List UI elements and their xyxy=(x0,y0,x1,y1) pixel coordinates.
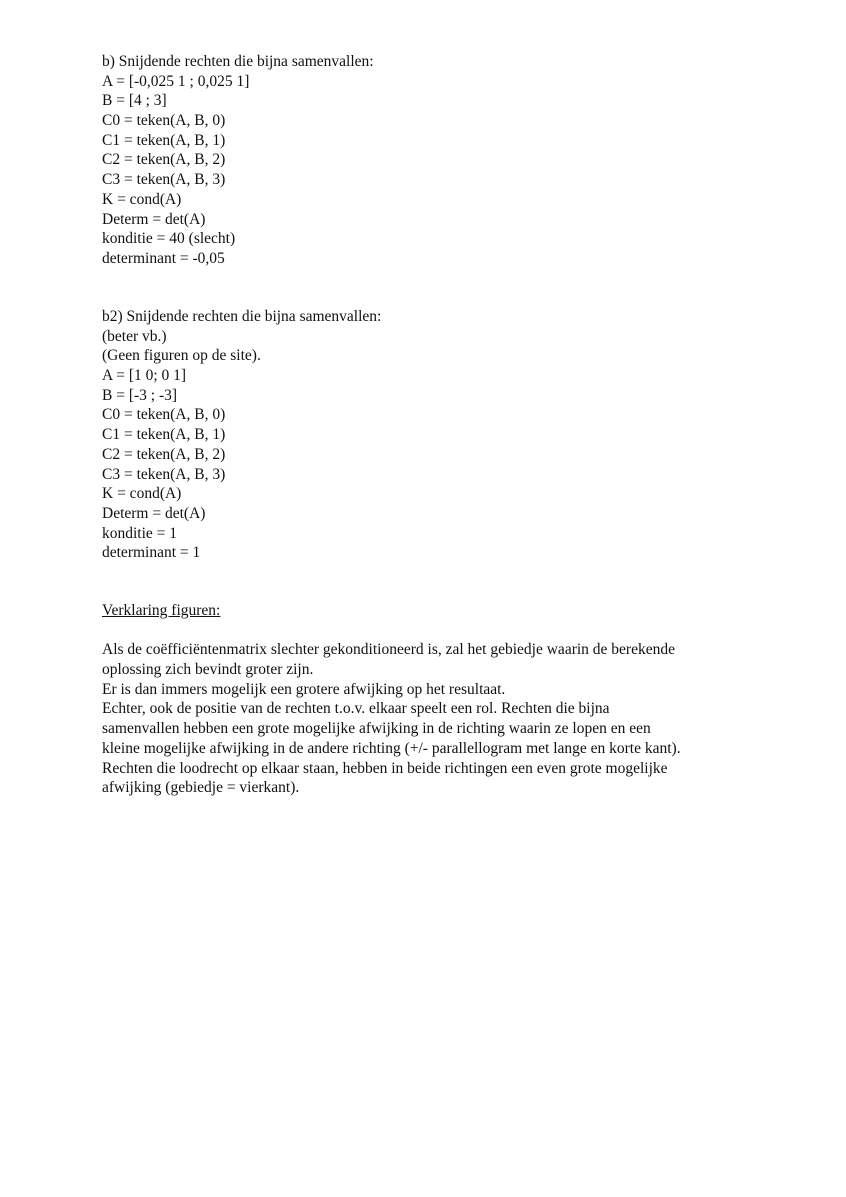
explanation-text-line: oplossing zich bevindt groter zijn. xyxy=(102,661,314,679)
paragraph-spacer xyxy=(102,621,762,641)
c1-command: C1 = teken(A, B, 1) xyxy=(102,131,226,149)
section-figure-explanation xyxy=(102,601,762,798)
explanation-text-line: samenvallen hebben een grote mogelijke afwijking in de richting waarin ze lopen en een xyxy=(102,720,651,738)
cond-command: K = cond(A) xyxy=(102,190,182,208)
section-b2-note-better-example: (beter vb.) xyxy=(102,327,167,345)
vector-b-definition: B = [-3 ; -3] xyxy=(102,386,178,404)
explanation-text-line: afwijking (gebiedje = vierkant). xyxy=(102,779,300,797)
c1-command: C1 = teken(A, B, 1) xyxy=(102,426,226,444)
c0-command: C0 = teken(A, B, 0) xyxy=(102,406,226,424)
determinant-result: determinant = -0,05 xyxy=(102,249,225,267)
section-b2-heading: b2) Snijdende rechten die bijna samenvallen: xyxy=(102,308,382,325)
explanation-heading: Verklaring figuren: xyxy=(102,602,221,619)
section-b2-nearly-coincident-lines xyxy=(102,307,762,563)
section-b-nearly-coincident-lines xyxy=(102,52,762,269)
vector-b-definition: B = [4 ; 3] xyxy=(102,92,167,110)
explanation-text-line: Echter, ook de positie van de rechten t.o.v. elkaar speelt een rol. Rechten die bijna xyxy=(102,700,610,718)
cond-command: K = cond(A) xyxy=(102,485,182,503)
matrix-a-definition: A = [1 0; 0 1] xyxy=(102,367,187,385)
explanation-text-line: Rechten die loodrecht op elkaar staan, hebben in beide richtingen een even grote mogelijke xyxy=(102,759,668,777)
section-b2-note-no-figures: (Geen figuren op de site). xyxy=(102,347,261,365)
section-b-heading: b) Snijdende rechten die bijna samenvallen: xyxy=(102,53,374,70)
c2-command: C2 = teken(A, B, 2) xyxy=(102,151,226,169)
explanation-text-line: Er is dan immers mogelijk een grotere afwijking op het resultaat. xyxy=(102,680,506,698)
det-command: Determ = det(A) xyxy=(102,504,206,522)
c0-command: C0 = teken(A, B, 0) xyxy=(102,112,226,130)
condition-result: konditie = 1 xyxy=(102,524,178,542)
matrix-a-definition: A = [-0,025 1 ; 0,025 1] xyxy=(102,72,250,90)
det-command: Determ = det(A) xyxy=(102,210,206,228)
c3-command: C3 = teken(A, B, 3) xyxy=(102,171,226,189)
explanation-text-line: kleine mogelijke afwijking in de andere richting (+/- parallellogram met lange en korte kant). xyxy=(102,739,681,757)
condition-result: konditie = 40 (slecht) xyxy=(102,230,236,248)
c2-command: C2 = teken(A, B, 2) xyxy=(102,445,226,463)
determinant-result: determinant = 1 xyxy=(102,544,201,562)
explanation-text-line: Als de coëfficiëntenmatrix slechter gekonditioneerd is, zal het gebiedje waarin de berekende xyxy=(102,641,675,659)
c3-command: C3 = teken(A, B, 3) xyxy=(102,465,226,483)
